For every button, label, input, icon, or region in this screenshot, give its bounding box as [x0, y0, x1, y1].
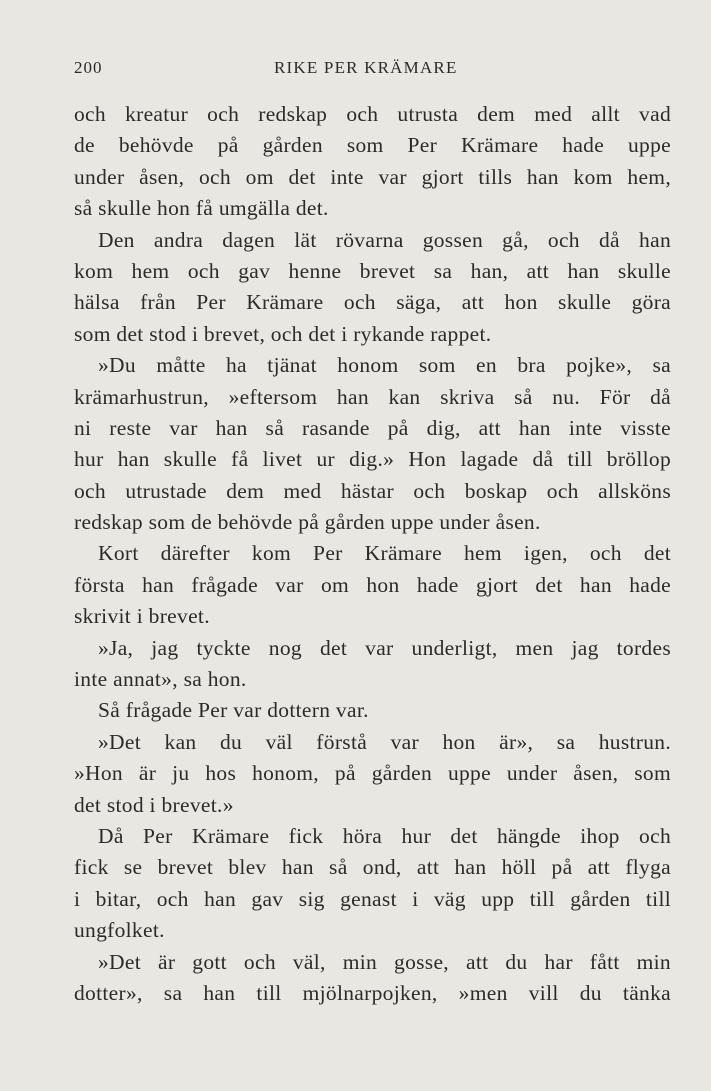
text-line: det stod i brevet.» — [74, 792, 234, 817]
text-line: inte annat», sa hon. — [74, 667, 247, 692]
text-line: fick se brevet blev han så ond, att han höll på att flyga — [74, 855, 671, 880]
text-line: i bitar, och han gav sig genast i väg upp till gården till — [74, 886, 671, 911]
text-line: skrivit i brevet. — [74, 604, 210, 629]
text-line: de behövde på gården som Per Krämare hade uppe — [74, 133, 671, 158]
text-line: kom hem och gav henne brevet sa han, att han skulle — [74, 258, 671, 283]
text-line: »Ja, jag tyckte nog det var underligt, men jag tordes — [98, 635, 671, 660]
text-line: och utrustade dem med hästar och boskap och allsköns — [74, 478, 671, 503]
text-line: redskap som de behövde på gården uppe under åsen. — [74, 510, 541, 535]
text-line: Då Per Krämare fick höra hur det hängde ihop och — [98, 823, 671, 848]
text-line: »Det kan du väl förstå var hon är», sa hustrun. — [98, 729, 671, 754]
text-line: ni reste var han så rasande på dig, att han inte visste — [74, 415, 671, 440]
page-header — [74, 58, 671, 84]
text-line: hälsa från Per Krämare och säga, att hon skulle göra — [74, 290, 671, 315]
text-line: dotter», sa han till mjölnarpojken, »men vill du tänka — [74, 980, 671, 1005]
text-line: krämarhustrun, »eftersom han kan skriva så nu. För då — [74, 384, 671, 409]
text-line: hur han skulle få livet ur dig.» Hon lagade då till bröllop — [74, 447, 671, 472]
text-line: ungfolket. — [74, 918, 165, 943]
text-line: »Det är gott och väl, min gosse, att du har fått min — [98, 949, 671, 974]
text-line: som det stod i brevet, och det i rykande rappet. — [74, 321, 492, 346]
page-number: 200 — [74, 58, 103, 77]
text-line: Så frågade Per var dottern var. — [98, 698, 369, 723]
text-line: under åsen, och om det inte var gjort tills han kom hem, — [74, 164, 671, 189]
text-line: så skulle hon få umgälla det. — [74, 196, 329, 221]
text-line: Kort därefter kom Per Krämare hem igen, och det — [98, 541, 671, 566]
text-line: och kreatur och redskap och utrusta dem med allt vad — [74, 102, 671, 126]
text-line: första han frågade var om hon hade gjort det han hade — [74, 572, 671, 597]
running-title: RIKE PER KRÄMARE — [274, 58, 458, 77]
text-line: Den andra dagen lät rövarna gossen gå, och då han — [98, 227, 671, 252]
body-text — [74, 99, 671, 1009]
text-line: »Hon är ju hos honom, på gården uppe under åsen, som — [74, 761, 671, 786]
text-line: »Du måtte ha tjänat honom som en bra pojke», sa — [98, 353, 671, 378]
